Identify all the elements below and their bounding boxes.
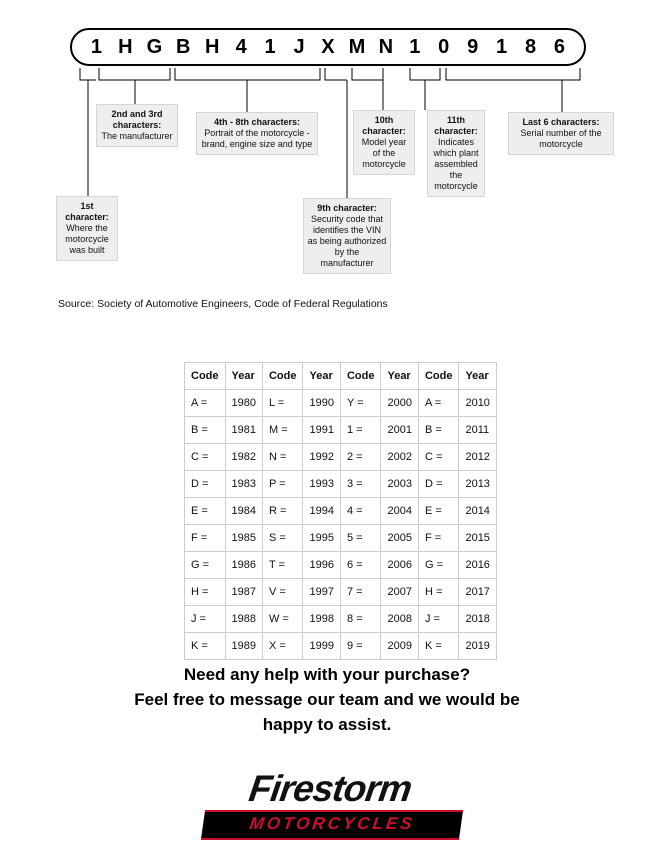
vin-character: J	[293, 36, 305, 58]
vin-character: X	[321, 36, 335, 58]
callout-title: 4th - 8th characters:	[213, 117, 301, 127]
table-row	[185, 417, 497, 444]
code-cell: M =	[262, 417, 303, 444]
year-cell: 1985	[225, 525, 262, 552]
code-cell: 3 =	[340, 471, 381, 498]
code-cell: W =	[262, 606, 303, 633]
vin-character: 9	[467, 36, 479, 58]
code-cell: H =	[418, 579, 459, 606]
logo-wordmark: Firestorm	[246, 768, 414, 809]
vin-character: 1	[496, 36, 508, 58]
code-cell: B =	[418, 417, 459, 444]
callout-text: The manufacturer	[101, 131, 173, 141]
help-line-2: Feel free to message our team and we would be	[134, 690, 520, 709]
year-cell: 2009	[381, 633, 418, 660]
year-cell: 2005	[381, 525, 418, 552]
code-cell: J =	[185, 606, 226, 633]
code-cell: V =	[262, 579, 303, 606]
table-header-row	[185, 363, 497, 390]
code-cell: K =	[418, 633, 459, 660]
table-row	[185, 606, 497, 633]
column-header: Code	[418, 363, 459, 390]
help-line-3: happy to assist.	[262, 715, 392, 734]
callout-text: Model year of the motorcycle	[361, 137, 407, 169]
year-cell: 2017	[459, 579, 496, 606]
year-cell: 2007	[381, 579, 418, 606]
column-header: Year	[381, 363, 418, 390]
vin-character: G	[146, 36, 163, 58]
year-cell: 2008	[381, 606, 418, 633]
vin-character: H	[204, 36, 220, 58]
year-cell: 1981	[225, 417, 262, 444]
code-cell: 1 =	[340, 417, 381, 444]
year-cell: 1998	[303, 606, 340, 633]
vin-character: 1	[90, 36, 103, 58]
callout-text: Security code that identifies the VIN as being authorized by the manufacturer	[307, 214, 387, 268]
vin-character: 0	[438, 36, 450, 58]
callout-text: Portrait of the motorcycle - brand, engine size and type	[201, 128, 313, 149]
code-cell: T =	[262, 552, 303, 579]
year-cell: 1986	[225, 552, 262, 579]
column-header: Code	[340, 363, 381, 390]
table-row	[185, 390, 497, 417]
year-cell: 1992	[303, 444, 340, 471]
code-cell: J =	[418, 606, 459, 633]
code-cell: C =	[418, 444, 459, 471]
year-cell: 2000	[381, 390, 418, 417]
year-cell: 1983	[225, 471, 262, 498]
column-header: Year	[459, 363, 496, 390]
vin-character: M	[348, 36, 366, 58]
year-cell: 1991	[303, 417, 340, 444]
year-cell: 2014	[459, 498, 496, 525]
callout-title: 2nd and 3rd characters:	[111, 109, 163, 130]
year-cell: 1995	[303, 525, 340, 552]
callout-fourth-eighth-characters	[196, 112, 318, 155]
callout-title: 11th character:	[434, 115, 478, 136]
year-cell: 2002	[381, 444, 418, 471]
table-row	[185, 579, 497, 606]
callout-title: Last 6 characters:	[522, 117, 600, 127]
vin-character: H	[118, 36, 133, 58]
year-cell: 1982	[225, 444, 262, 471]
code-cell: D =	[418, 471, 459, 498]
callout-first-character	[56, 196, 118, 261]
vin-diagram	[0, 0, 654, 320]
table-row	[185, 471, 497, 498]
table-row	[185, 444, 497, 471]
column-header: Code	[185, 363, 226, 390]
code-cell: 6 =	[340, 552, 381, 579]
vin-number-bar	[70, 28, 586, 66]
help-message	[0, 662, 654, 737]
year-cell: 1988	[225, 606, 262, 633]
callout-text: Where the motorcycle was built	[65, 223, 109, 255]
year-cell: 2001	[381, 417, 418, 444]
year-cell: 2010	[459, 390, 496, 417]
year-cell: 1990	[303, 390, 340, 417]
callout-title: 1st character:	[65, 201, 109, 222]
year-cell: 1989	[225, 633, 262, 660]
source-note: Source: Society of Automotive Engineers, Code of Federal Regulations	[58, 298, 388, 310]
code-cell: F =	[185, 525, 226, 552]
year-cell: 1994	[303, 498, 340, 525]
year-cell: 2019	[459, 633, 496, 660]
year-cell: 1987	[225, 579, 262, 606]
code-cell: 8 =	[340, 606, 381, 633]
help-line-1: Need any help with your purchase?	[183, 665, 471, 684]
year-cell: 2018	[459, 606, 496, 633]
column-header: Year	[225, 363, 262, 390]
year-cell: 1996	[303, 552, 340, 579]
code-cell: E =	[185, 498, 226, 525]
callout-title: 10th character:	[362, 115, 406, 136]
logo-subtitle: MOTORCYCLES	[201, 810, 463, 840]
code-cell: 4 =	[340, 498, 381, 525]
year-cell: 1993	[303, 471, 340, 498]
vin-character: 4	[235, 36, 247, 58]
vin-character: B	[176, 36, 191, 58]
table-row	[185, 525, 497, 552]
code-cell: 7 =	[340, 579, 381, 606]
code-cell: Y =	[340, 390, 381, 417]
year-cell: 2004	[381, 498, 418, 525]
code-cell: A =	[418, 390, 459, 417]
year-cell: 2015	[459, 525, 496, 552]
code-cell: 5 =	[340, 525, 381, 552]
column-header: Year	[303, 363, 340, 390]
year-cell: 2011	[459, 417, 496, 444]
year-cell: 2013	[459, 471, 496, 498]
callout-text: Serial number of the motorcycle	[520, 128, 602, 149]
vin-character: N	[378, 36, 394, 58]
year-cell: 1997	[303, 579, 340, 606]
callout-last-six-characters	[508, 112, 614, 155]
table-row	[185, 498, 497, 525]
year-cell: 1999	[303, 633, 340, 660]
callout-second-third-characters	[96, 104, 178, 147]
model-year-code-table	[184, 362, 497, 660]
year-cell: 2006	[381, 552, 418, 579]
code-cell: B =	[185, 417, 226, 444]
callout-title: 9th character:	[317, 203, 377, 213]
vin-character: 8	[524, 36, 537, 58]
table-row	[185, 552, 497, 579]
callout-tenth-character	[353, 110, 415, 175]
vin-character: 6	[553, 36, 566, 58]
year-cell: 1980	[225, 390, 262, 417]
code-cell: L =	[262, 390, 303, 417]
vin-character: 1	[409, 36, 421, 58]
callout-text: Indicates which plant assembled the motorcycle	[433, 137, 479, 191]
year-cell: 2003	[381, 471, 418, 498]
code-cell: D =	[185, 471, 226, 498]
code-cell: 2 =	[340, 444, 381, 471]
code-cell: 9 =	[340, 633, 381, 660]
code-cell: G =	[185, 552, 226, 579]
code-cell: A =	[185, 390, 226, 417]
column-header: Code	[262, 363, 303, 390]
code-cell: S =	[262, 525, 303, 552]
year-cell: 2016	[459, 552, 496, 579]
firestorm-motorcycles-logo	[175, 766, 485, 846]
vin-character: 1	[264, 36, 276, 58]
code-cell: H =	[185, 579, 226, 606]
code-cell: F =	[418, 525, 459, 552]
code-cell: X =	[262, 633, 303, 660]
code-cell: G =	[418, 552, 459, 579]
callout-ninth-character	[303, 198, 391, 274]
code-cell: E =	[418, 498, 459, 525]
year-cell: 1984	[225, 498, 262, 525]
code-cell: N =	[262, 444, 303, 471]
code-cell: P =	[262, 471, 303, 498]
code-cell: R =	[262, 498, 303, 525]
table-row	[185, 633, 497, 660]
callout-eleventh-character	[427, 110, 485, 197]
code-cell: K =	[185, 633, 226, 660]
year-cell: 2012	[459, 444, 496, 471]
code-cell: C =	[185, 444, 226, 471]
